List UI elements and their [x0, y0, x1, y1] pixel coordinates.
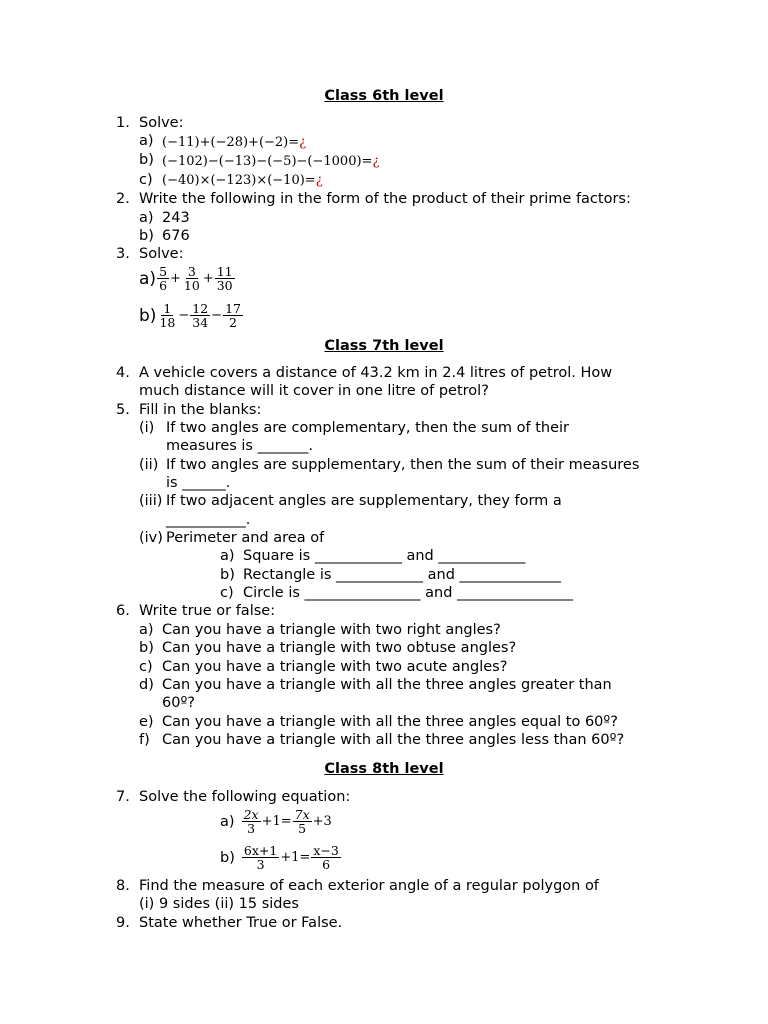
- denominator: 30: [216, 278, 233, 293]
- q1-c-expression: [162, 173, 323, 188]
- q6-a: Can you have a triangle with two right angles?: [162, 622, 501, 638]
- q5-i-label: (i): [139, 420, 155, 436]
- q5-number: 5.: [116, 402, 130, 418]
- q3-text: Solve:: [139, 246, 184, 262]
- denominator: 5: [298, 821, 307, 836]
- q5-circle: Circle is ________________ and ________________: [243, 585, 574, 601]
- q3-a-operator-2: +: [202, 271, 214, 286]
- q5-i-line-2: measures is _______.: [166, 438, 313, 454]
- q1-c-expr: (−40)×(−123)×(−10)=: [162, 173, 316, 188]
- q7-a-fraction-1: [242, 808, 261, 835]
- q6-d-line-2: 60º?: [162, 695, 195, 711]
- q4-line-1: A vehicle covers a distance of 43.2 km in 2.4 litres of petrol. How: [139, 365, 613, 381]
- q2-a-value: 243: [162, 210, 190, 226]
- heading-class6: Class 6th level: [324, 88, 444, 104]
- q3-b-label: b): [139, 305, 157, 326]
- denominator: 3: [247, 821, 256, 836]
- q7-a-end: +3: [312, 814, 332, 829]
- q1-a-expr: (−11)+(−28)+(−2)=: [162, 135, 300, 150]
- numerator: 6x+1: [243, 843, 278, 858]
- q1-text: Solve:: [139, 115, 184, 131]
- q7-b-fraction-1: [242, 844, 279, 871]
- q1-b-unknown: ¿: [372, 154, 380, 169]
- q1-b-expr: (−102)−(−13)−(−5)−(−1000)=: [162, 154, 373, 169]
- q8-line-1: Find the measure of each exterior angle of a regular polygon of: [139, 878, 599, 894]
- q6-c: Can you have a triangle with two acute angles?: [162, 659, 508, 675]
- denominator: 3: [256, 857, 265, 872]
- q6-b: Can you have a triangle with two obtuse angles?: [162, 640, 517, 656]
- q2-a-label: a): [139, 210, 154, 226]
- q6-f: Can you have a triangle with all the three angles less than 60º?: [162, 732, 625, 748]
- q3-b-fraction-1: [157, 302, 177, 329]
- q5-square-label: a): [220, 548, 235, 564]
- q2-b-label: b): [139, 228, 154, 244]
- q3-a-row: [139, 265, 236, 292]
- q5-iv-label: (iv): [139, 530, 163, 546]
- q3-a-operator-1: +: [170, 271, 181, 286]
- q1-b-label: b): [139, 152, 154, 168]
- q1-c-label: c): [139, 172, 153, 188]
- numerator: 7x: [294, 807, 310, 822]
- q5-iii-line-1: If two adjacent angles are supplementary, they form a: [166, 493, 562, 509]
- q7-a-fraction-2: [293, 808, 312, 835]
- numerator: 1: [163, 301, 172, 316]
- q6-b-label: b): [139, 640, 154, 656]
- q6-a-label: a): [139, 622, 154, 638]
- q7-a-row: [220, 808, 332, 835]
- q6-d-line-1: Can you have a triangle with all the three angles greater than: [162, 677, 612, 693]
- q5-ii-line-1: If two angles are supplementary, then the sum of their measures: [166, 457, 640, 473]
- q6-e-label: e): [139, 714, 154, 730]
- q6-c-label: c): [139, 659, 153, 675]
- denominator: 6: [322, 857, 331, 872]
- q5-circle-label: c): [220, 585, 234, 601]
- numerator: 3: [187, 264, 196, 279]
- denominator: 6: [159, 278, 168, 293]
- q5-iv-line-1: Perimeter and area of: [166, 530, 325, 546]
- q1-c-unknown: ¿: [315, 173, 323, 188]
- heading-class8: Class 8th level: [324, 761, 444, 777]
- q3-b-operator-1: −: [178, 308, 190, 323]
- numerator: 5: [159, 264, 168, 279]
- q3-b-operator-2: −: [211, 308, 223, 323]
- q3-number: 3.: [116, 246, 130, 262]
- q3-b-fraction-3: [223, 302, 243, 329]
- q7-b-fraction-2: [311, 844, 340, 871]
- q7-number: 7.: [116, 789, 130, 805]
- q6-e: Can you have a triangle with all the three angles equal to 60º?: [162, 714, 618, 730]
- q3-b-fraction-2: [190, 302, 210, 329]
- q9-text: State whether True or False.: [139, 915, 343, 931]
- q5-ii-label: (ii): [139, 457, 159, 473]
- q5-iii-line-2: ___________.: [166, 512, 251, 528]
- numerator: 17: [225, 301, 241, 316]
- q6-f-label: f): [139, 732, 150, 748]
- denominator: 34: [192, 315, 209, 330]
- q5-ii-line-2: is ______.: [166, 475, 231, 491]
- q7-text: Solve the following equation:: [139, 789, 351, 805]
- q7-a-middle: +1=: [261, 814, 292, 829]
- denominator: 18: [159, 315, 176, 330]
- q1-a-unknown: ¿: [299, 135, 307, 150]
- q4-number: 4.: [116, 365, 130, 381]
- q7-b-middle: +1=: [280, 850, 311, 865]
- numerator: 11: [216, 264, 233, 279]
- numerator: 12: [192, 301, 209, 316]
- q5-iii-label: (iii): [139, 493, 163, 509]
- denominator: 10: [183, 278, 200, 293]
- q1-a-label: a): [139, 133, 154, 149]
- q5-i-line-1: If two angles are complementary, then the sum of their: [166, 420, 570, 436]
- q1-number: 1.: [116, 115, 130, 131]
- q7-b-row: [220, 844, 342, 871]
- q3-a-fraction-3: [215, 265, 235, 292]
- q7-b-label: b): [220, 849, 235, 866]
- q4-line-2: much distance will it cover in one litre of petrol?: [139, 383, 489, 399]
- q2-text: Write the following in the form of the product of their prime factors:: [139, 191, 631, 207]
- q6-text: Write true or false:: [139, 603, 276, 619]
- q1-b-expression: [162, 154, 379, 169]
- q7-a-label: a): [220, 813, 235, 830]
- q5-rectangle: Rectangle is ____________ and ______________: [243, 567, 562, 583]
- numerator: x−3: [313, 843, 339, 858]
- q3-b-row: [139, 302, 244, 329]
- q1-a-expression: [162, 135, 306, 150]
- q6-number: 6.: [116, 603, 130, 619]
- q8-line-2: (i) 9 sides (ii) 15 sides: [139, 896, 299, 912]
- q5-rectangle-label: b): [220, 567, 235, 583]
- q2-b-value: 676: [162, 228, 190, 244]
- q9-number: 9.: [116, 915, 130, 931]
- q5-text: Fill in the blanks:: [139, 402, 262, 418]
- q3-a-label: a): [139, 268, 157, 289]
- heading-class7: Class 7th level: [324, 338, 444, 354]
- q8-number: 8.: [116, 878, 130, 894]
- q3-a-fraction-2: [182, 265, 202, 292]
- q6-d-label: d): [139, 677, 154, 693]
- q5-square: Square is ____________ and ____________: [243, 548, 526, 564]
- numerator: 2x: [243, 807, 259, 822]
- denominator: 2: [229, 315, 237, 330]
- q3-a-fraction-1: [157, 265, 169, 292]
- q2-number: 2.: [116, 191, 130, 207]
